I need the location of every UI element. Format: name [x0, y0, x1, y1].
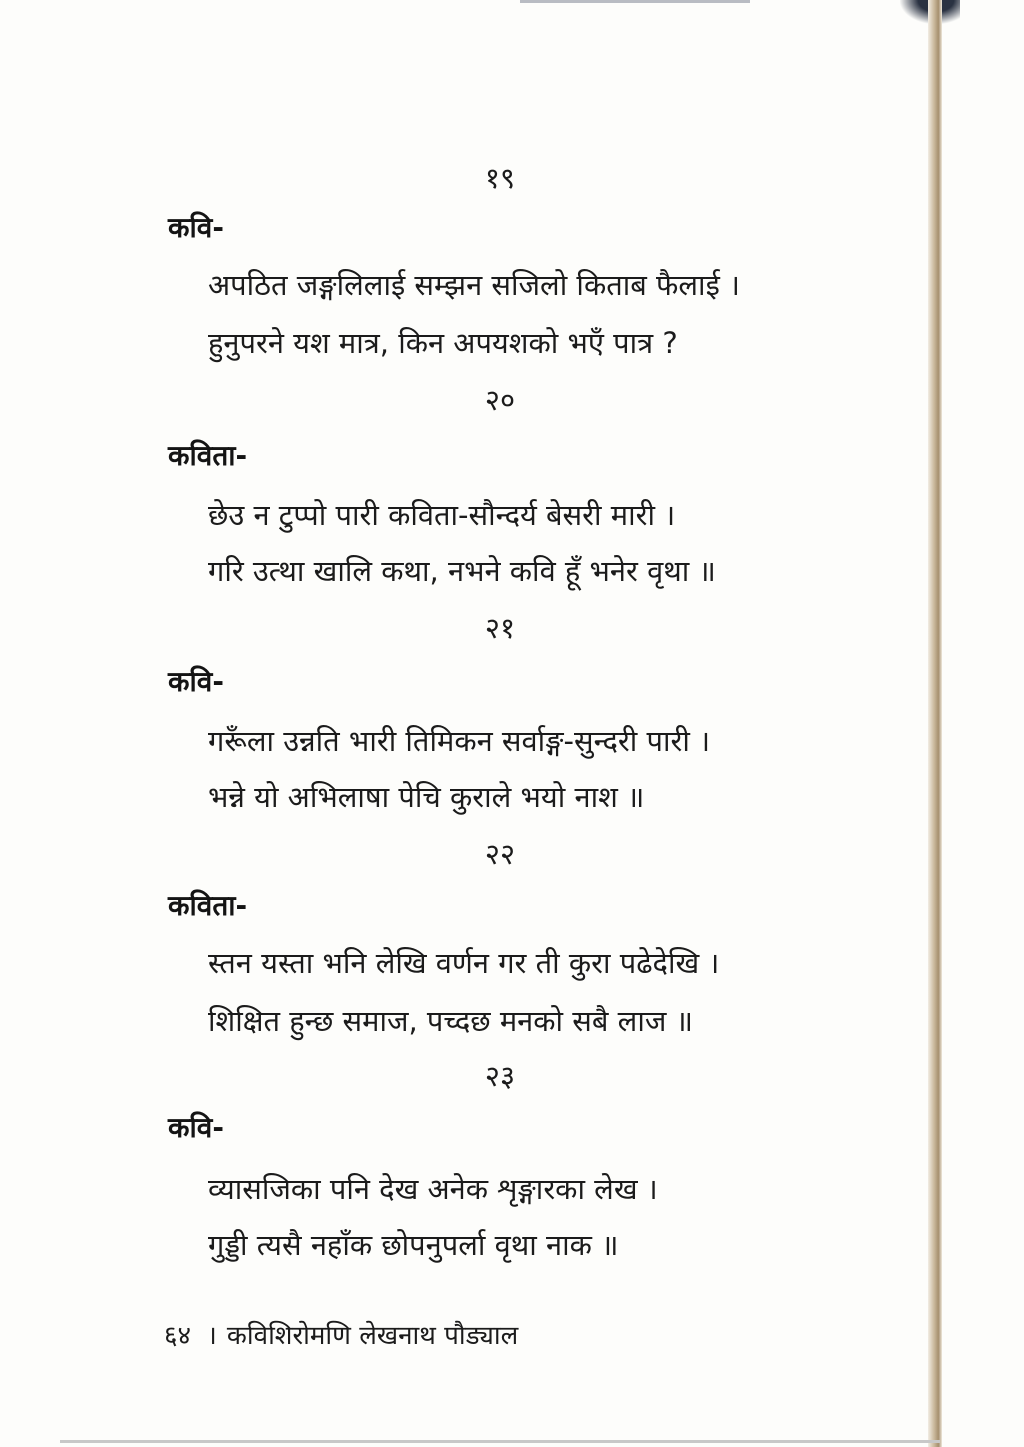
verse-number: १९	[484, 161, 516, 195]
speaker-label: कवि-	[168, 211, 224, 244]
verse-line: हुनुपरने यश मात्र, किन अपयशको भएँ पात्र ?	[208, 326, 678, 360]
verse-line: भन्ने यो अभिलाषा पेचि कुराले भयो नाश ॥	[208, 780, 645, 814]
verse-line: शिक्षित हुन्छ समाज, पच्दछ मनको सबै लाज ॥	[208, 1004, 693, 1038]
book-spine-edge	[928, 0, 942, 1447]
speaker-label: कविता-	[168, 889, 248, 922]
verse-line: गरि उत्था खालि कथा, नभने कवि हूँ भनेर वृथा ॥	[208, 554, 716, 588]
verse-line: स्तन यस्ता भनि लेखि वर्णन गर ती कुरा पढेदेखि ।	[208, 946, 720, 980]
verse-number: २१	[484, 611, 516, 645]
verse-number: २२	[484, 837, 516, 871]
verse-line: छेउ न टुप्पो पारी कविता-सौन्दर्य बेसरी मारी ।	[208, 498, 676, 532]
footer-separator: ।	[207, 1321, 217, 1351]
book-title: कविशिरोमणि लेखनाथ पौड्याल	[226, 1321, 519, 1351]
verse-line: गुड्डी त्यसै नहाँक छोपनुपर्ला वृथा नाक ॥	[208, 1228, 619, 1262]
speaker-label: कवि-	[168, 1111, 224, 1144]
verse-line: अपठित जङ्गलिलाई सम्झन सजिलो किताब फैलाई ।	[208, 268, 741, 302]
speaker-label: कवि-	[168, 665, 224, 698]
page-number: ६४	[164, 1321, 192, 1351]
verse-line: व्यासजिका पनि देख अनेक शृङ्गारका लेख ।	[208, 1172, 658, 1206]
page-footer	[164, 1318, 518, 1354]
verse-number: २०	[484, 383, 516, 417]
verse-number: २३	[484, 1059, 516, 1093]
bottom-edge-rule	[60, 1440, 940, 1443]
verse-line: गरूँला उन्नति भारी तिमिकन सर्वाङ्ग-सुन्दरी पारी ।	[208, 724, 711, 758]
speaker-label: कविता-	[168, 439, 248, 472]
top-edge-rule	[520, 0, 750, 3]
